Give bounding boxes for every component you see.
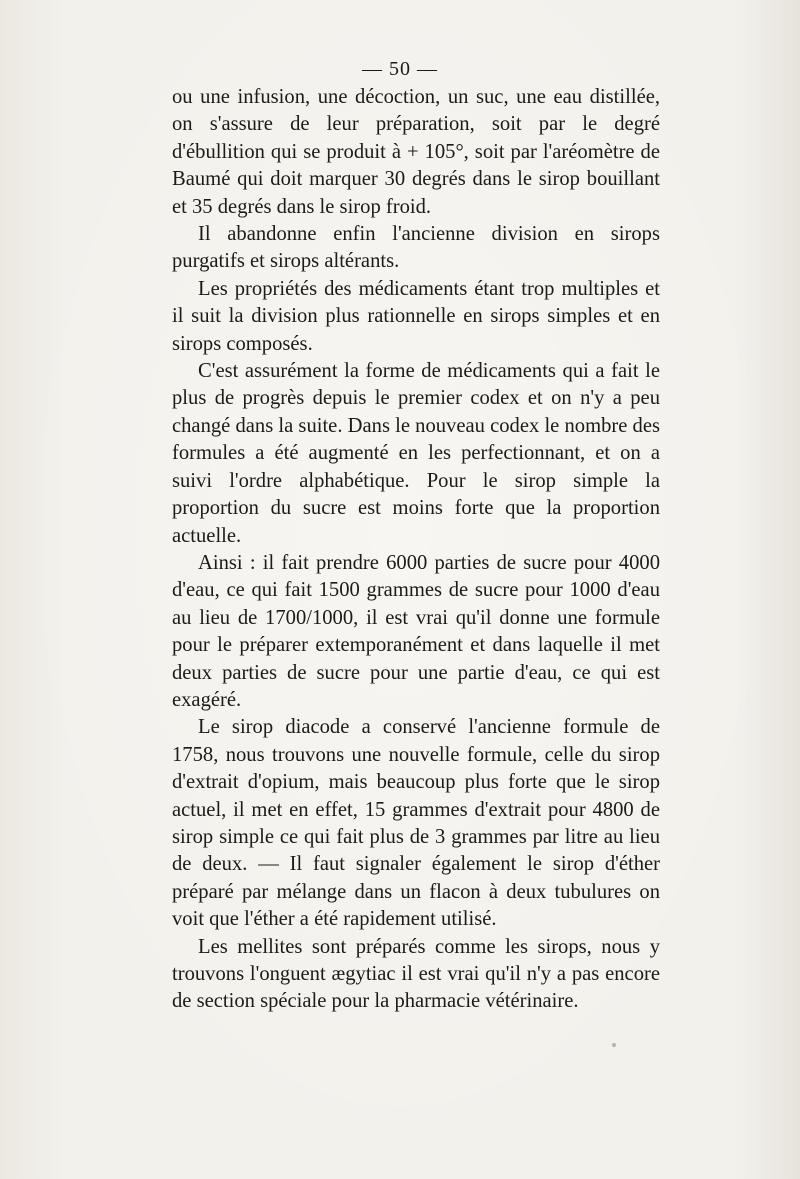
paragraph-2: Il abandonne enfin l'ancienne division en sirops purgatifs et sirops altérants.	[172, 223, 660, 273]
paragraph-6: Le sirop diacode a conservé l'ancienne formule de 1758, nous trouvons une nouvelle formule, celle du sirop d'extrait d'opium, mais beaucoup plus forte que le sirop actuel, il met en effet, 15 grammes d'extrait pour 4800 de sirop simple ce qui fait plus de 3 grammes par litre au lieu de deux. — Il faut signaler également le sirop d'éther préparé par mélange dans un flacon à deux tubulures on voit que l'éther a été rapidement utilisé.	[172, 716, 660, 931]
paragraph-3: Les propriétés des médicaments étant trop multiples et il suit la division plus rationnelle en sirops simples et en sirops composés.	[172, 277, 660, 355]
body-text	[172, 84, 660, 1016]
paragraph-1: ou une infusion, une décoction, un suc, une eau distillée, on s'assure de leur préparation, soit par le degré d'ébullition qui se produit à + 105°, soit par l'aréomètre de Baumé qui doit marquer 30 degrés dans le sirop bouillant et 35 degrés dans le sirop froid.	[172, 86, 660, 218]
paragraph-7: Les mellites sont préparés comme les sirops, nous y trouvons l'onguent ægytiac il est vrai qu'il n'y a pas encore de section spéciale pour la pharmacie vétérinaire.	[172, 935, 660, 1013]
page-number: — 50 —	[362, 58, 438, 80]
paragraph-5: Ainsi : il fait prendre 6000 parties de sucre pour 4000 d'eau, ce qui fait 1500 grammes de sucre pour 1000 d'eau au lieu de 1700/1000, il est vrai qu'il donne une formule pour le préparer extemporanément et dans laquelle il met deux parties de sucre pour une partie d'eau, ce qui est exagéré.	[172, 551, 660, 711]
paper-speck	[612, 1043, 616, 1047]
paragraph-4: C'est assurément la forme de médicaments qui a fait le plus de progrès depuis le premier codex et on n'y a peu changé dans la suite. Dans le nouveau codex le nombre des formules a été augmenté en les perfectionnant, et on a suivi l'ordre alphabétique. Pour le sirop simple la proportion du sucre est moins forte que la proportion actuelle.	[172, 360, 660, 547]
